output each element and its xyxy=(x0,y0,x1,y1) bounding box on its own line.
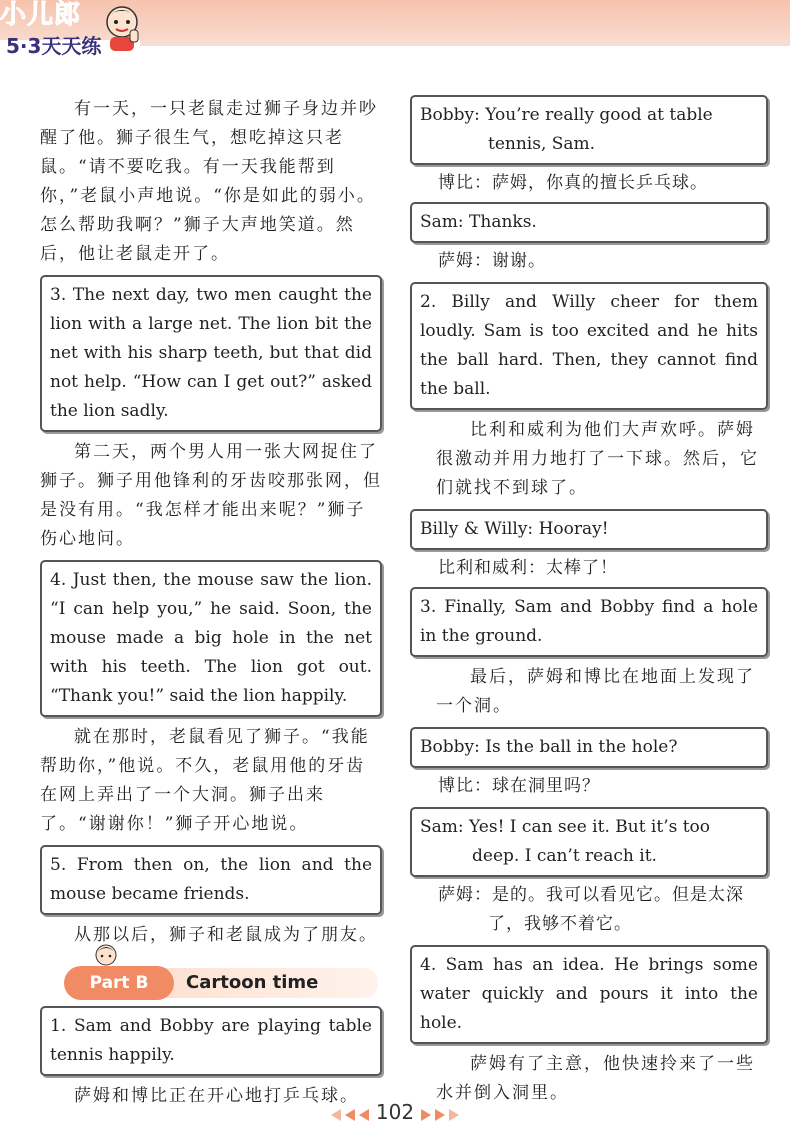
part-b-heading xyxy=(40,956,382,1002)
cartoon-box-4: 4. Sam has an idea. He brings some water quickly and pours it into the hole. xyxy=(410,945,768,1044)
zh-dialogue: 萨姆：谢谢。 xyxy=(438,251,546,271)
zh-paragraph: 比利和威利为他们大声欢呼。萨姆很激动并用力地打了一下球。然后，它们就找不到球了。 xyxy=(436,420,759,498)
arrow-right-icon xyxy=(449,1109,459,1121)
story-box-5: 5. From then on, the lion and the mouse became friends. xyxy=(40,845,382,915)
cartoon-box-2: 2. Billy and Willy cheer for them loudly. Sam is too excited and he hits the ball hard. Then, they cannot find the ball. xyxy=(410,282,768,410)
zh-paragraph: 第二天，两个男人用一张大网捉住了狮子。狮子用他锋利的牙齿咬那张网，但是没有用。“我怎样才能出来呢？”狮子伤心地问。 xyxy=(40,442,382,549)
cartoon-box-1: 1. Sam and Bobby are playing table tennis happily. xyxy=(40,1006,382,1076)
arrow-left-icon xyxy=(345,1109,355,1121)
zh-dialogue: 比利和威利：太棒了！ xyxy=(438,558,618,578)
book-series-title: 5·3天天练 xyxy=(6,34,102,58)
story-box-4: 4. Just then, the mouse saw the lion. “I can help you,” he said. Soon, the mouse made a big hole in the net with his teeth. The lion got out. “Thank you!” said the lion happily. xyxy=(40,560,382,717)
dialogue-line: Bobby: You’re really good at table xyxy=(420,105,713,125)
arrow-left-icon xyxy=(331,1109,341,1121)
part-b-label: Part B xyxy=(64,966,174,1000)
cartoon-box-3: 3. Finally, Sam and Bobby find a hole in the ground. xyxy=(410,587,768,657)
page-number: 102 xyxy=(375,1100,415,1124)
zh-paragraph: 最后，萨姆和博比在地面上发现了一个洞。 xyxy=(436,667,755,716)
book-logo: 小儿郎 xyxy=(0,0,82,30)
zh-paragraph: 萨姆和博比正在开心地打乒乓球。 xyxy=(74,1086,359,1106)
arrow-left-icon xyxy=(359,1109,369,1121)
dialogue-box-sam-2 xyxy=(410,807,768,877)
zh-paragraph: 从那以后，狮子和老鼠成为了朋友。 xyxy=(74,925,378,945)
zh-paragraph: 有一天，一只老鼠走过狮子身边并吵醒了他。狮子很生气，想吃掉这只老鼠。“请不要吃我。有一天我能帮到你，”老鼠小声地说。“你是如此的弱小。怎么帮助我啊？”狮子大声地笑道。然后，他让老鼠走开了。 xyxy=(40,99,378,264)
dialogue-box-bobby-1 xyxy=(410,95,768,165)
page-header xyxy=(0,0,790,58)
dialogue-box-billy-willy: Billy & Willy: Hooray! xyxy=(410,509,768,550)
mascot-boy-icon xyxy=(100,2,144,52)
dialogue-line: Sam: Yes! I can see it. But it’s too xyxy=(420,817,711,837)
zh-dialogue: 了，我够不着它。 xyxy=(488,914,632,934)
arrow-right-icon xyxy=(435,1109,445,1121)
part-b-title: Cartoon time xyxy=(186,972,319,993)
zh-dialogue: 博比：萨姆，你真的擅长乒乓球。 xyxy=(438,173,708,193)
dialogue-line: tennis, Sam. xyxy=(488,134,596,154)
zh-dialogue: 博比：球在洞里吗？ xyxy=(438,776,600,796)
header-band-lower xyxy=(140,40,790,46)
arrow-right-icon xyxy=(421,1109,431,1121)
girl-avatar-icon xyxy=(92,940,120,968)
page-footer xyxy=(0,1100,790,1130)
story-box-3: 3. The next day, two men caught the lion with a large net. The lion bit the net with his sharp teeth, but that did not help. “How can I get out?” asked the lion sadly. xyxy=(40,275,382,432)
zh-paragraph: 萨姆有了主意，他快速拎来了一些水并倒入洞里。 xyxy=(436,1054,755,1103)
dialogue-box-bobby-2: Bobby: Is the ball in the hole? xyxy=(410,727,768,768)
left-column xyxy=(40,95,382,1111)
zh-paragraph: 就在那时，老鼠看见了狮子。“我能帮助你，”他说。不久，老鼠用他的牙齿在网上弄出了一个大洞。狮子出来了。“谢谢你！”狮子开心地说。 xyxy=(40,727,370,834)
part-b-title-bar xyxy=(158,968,378,998)
right-column xyxy=(410,95,768,1108)
dialogue-line: deep. I can’t reach it. xyxy=(472,846,657,866)
zh-dialogue: 萨姆：是的。我可以看见它。但是太深 xyxy=(438,885,744,905)
dialogue-box-sam-1: Sam: Thanks. xyxy=(410,202,768,243)
